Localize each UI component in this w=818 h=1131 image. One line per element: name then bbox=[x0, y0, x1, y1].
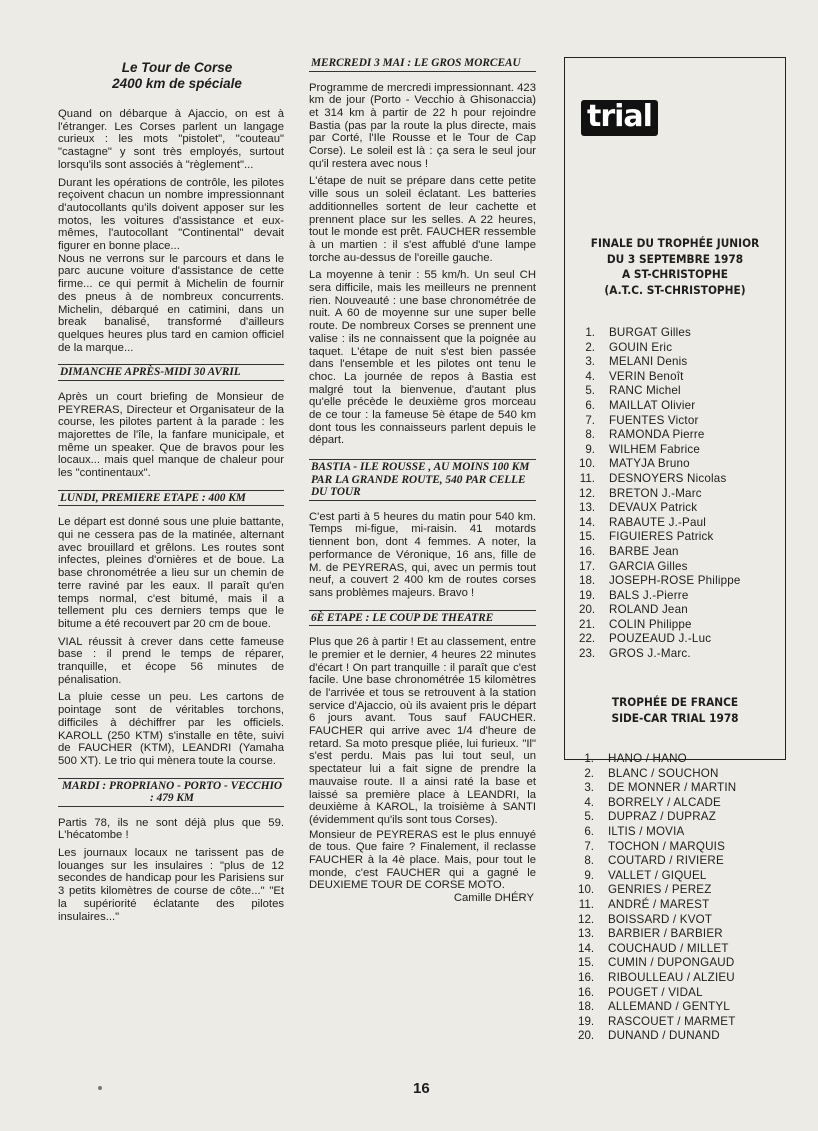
result-rank: 4. bbox=[584, 795, 594, 809]
result-row bbox=[578, 781, 736, 796]
result-rank: 14. bbox=[578, 941, 595, 955]
result-name: BURGAT Gilles bbox=[609, 326, 692, 339]
result-rank: 16. bbox=[578, 985, 595, 999]
junior-heading-line-2: DU 3 SEPTEMBRE 1978 bbox=[606, 251, 744, 266]
result-row bbox=[578, 854, 736, 869]
article-title-line-1: Le Tour de Corse bbox=[121, 60, 233, 75]
result-rank: 16. bbox=[578, 970, 595, 984]
sidecar-results-list bbox=[578, 752, 736, 1044]
result-name: FUENTES Victor bbox=[609, 413, 699, 427]
result-rank: 20. bbox=[578, 1029, 595, 1043]
paragraph: Monsieur de PEYRERAS est le plus ennuyé de tous. Que faire ? Finalement, il reclasse FAUCHER à la 4è place. Mais, pour tout le monde, c'est FAUCHER qui a gagné le DEUXIEME TOUR DE CORSE MOTO. bbox=[309, 828, 536, 892]
result-name: COLIN Philippe bbox=[609, 617, 692, 631]
result-name: GOUIN Eric bbox=[609, 340, 673, 354]
result-name: FIGUIERES Patrick bbox=[609, 530, 714, 544]
result-name: CUMIN / DUPONGAUD bbox=[608, 956, 735, 970]
result-rank: 17. bbox=[579, 559, 596, 573]
result-rank: 9. bbox=[584, 868, 594, 882]
result-row bbox=[578, 1029, 736, 1044]
result-rank: 18. bbox=[578, 1000, 595, 1014]
result-row bbox=[578, 913, 736, 928]
result-name: BALS J.-Pierre bbox=[609, 588, 689, 602]
result-row bbox=[579, 545, 741, 560]
result-row bbox=[578, 840, 736, 855]
result-name: BORRELY / ALCADE bbox=[608, 795, 721, 809]
result-row bbox=[578, 942, 736, 957]
result-rank: 9. bbox=[585, 442, 595, 456]
paragraph: La pluie cesse un peu. Les cartons de pointage sont de véritables torchons, difficiles à déchiffrer par les officiels. KAROLL (250 KTM) s'installe en tête, suivi de FAUCHER (KTM), LEANDRI (Yamaha 500 XT). Le trio qui mènera toute la course. bbox=[58, 691, 284, 767]
junior-heading-line-4: (A.T.C. ST-CHRISTOPHE) bbox=[604, 282, 746, 297]
result-row bbox=[579, 384, 741, 399]
paragraph: Plus que 26 à partir ! Et au classement, entre le premier et le dernier, 4 heures 22 minutes d'écart ! On part tranquille : il paraît que c'est facile. Une base chronométrée 15 kilomètres de l'arrivée et tous se retrouvent à la station service d'Ajaccio, où ils avaient pris le départ 6 jours avant. Tous sauf FAUCHER. FAUCHER qui arrive avec 1/4 d'heure de retard. Sa moto presque pliée, lui furieux. "Il" s'est perdu. Mais pas lui tout seul, un spectateur lui a fait signe de prendre la mauvaise route. Il a ainsi raté la base et laissé sa première place à LEANDRI, la deuxième à KAROL, la troisième à SANTI (évidemment qu'ils sont tous Corses). bbox=[309, 636, 536, 826]
result-row bbox=[579, 326, 741, 341]
result-row bbox=[578, 1000, 736, 1015]
result-row bbox=[578, 752, 736, 767]
result-row bbox=[578, 986, 736, 1001]
result-row bbox=[579, 341, 741, 356]
paragraph: Après un court briefing de Monsieur de PEYRERAS, Directeur et Organisateur de la course, les pilotes partent à la parade : les majorettes de l'île, la fanfare municipale, et même un speaker. Que de bravos pour les locaux... mais quel manque de chaleur pour les "continentaux". bbox=[58, 390, 284, 480]
result-name: ALLEMAND / GENTYL bbox=[608, 1000, 730, 1014]
result-row bbox=[579, 647, 741, 662]
result-name: JOSEPH-ROSE Philippe bbox=[609, 574, 741, 588]
result-name: VALLET / GIQUEL bbox=[608, 868, 707, 882]
paragraph: Programme de mercredi impressionnant. 423 km de jour (Porto - Vecchio à Ghisonaccia) et 314 km à partir de 22 h pour rejoindre Bastia (pas par la route la plus directe, mais par Corté, l'Ile Rousse et le Tour de Cap Corse). Le soleil est là : ça sera le seul jour qu'il restera avec nous ! bbox=[309, 81, 536, 170]
result-name: ANDRÉ / MAREST bbox=[608, 897, 710, 911]
result-name: BARBIER / BARBIER bbox=[608, 927, 723, 941]
result-rank: 7. bbox=[584, 839, 594, 853]
result-row bbox=[579, 501, 741, 516]
result-rank: 1. bbox=[585, 326, 595, 339]
article-title-line-2: 2400 km de spéciale bbox=[112, 76, 242, 91]
result-rank: 19. bbox=[579, 588, 596, 602]
result-rank: 10. bbox=[578, 883, 595, 897]
section-heading-lundi: LUNDI, PREMIERE ETAPE : 400 KM bbox=[58, 490, 284, 507]
result-row bbox=[579, 603, 741, 618]
section-heading-bastia: BASTIA - ILE ROUSSE , AU MOINS 100 KM PAR LA GRANDE ROUTE, 540 PAR CELLE DU TOUR bbox=[309, 459, 536, 501]
result-row bbox=[579, 443, 741, 458]
result-row bbox=[579, 487, 741, 502]
paragraph: VIAL réussit à crever dans cette fameuse base : il prend le temps de réparer, tranquille, et écope 56 minutes de pénalisation. bbox=[58, 635, 284, 686]
paragraph: Quand on débarque à Ajaccio, on est à l'étranger. Les Corses parlent un langage curieux : les mots "pistolet", "couteau" "castagne" y sont très employés, surtout lorsqu'ils sont associés à "règlement"... bbox=[58, 108, 284, 171]
result-name: VERIN Benoît bbox=[609, 369, 684, 383]
result-name: GROS J.-Marc. bbox=[609, 647, 691, 661]
result-name: RIBOULLEAU / ALZIEU bbox=[608, 970, 735, 984]
result-name: DUNAND / DUNAND bbox=[608, 1029, 720, 1043]
result-name: DEVAUX Patrick bbox=[609, 501, 698, 515]
result-name: MAILLAT Olivier bbox=[609, 398, 696, 412]
result-row bbox=[579, 632, 741, 647]
column-1 bbox=[58, 58, 284, 928]
result-name: GENRIES / PEREZ bbox=[608, 883, 712, 897]
result-row bbox=[578, 898, 736, 913]
result-name: TOCHON / MARQUIS bbox=[608, 839, 725, 853]
result-name: HANO / HANO bbox=[608, 752, 687, 765]
result-name: BRETON J.-Marc bbox=[609, 486, 702, 500]
section-heading-mercredi: MERCREDI 3 MAI : LE GROS MORCEAU bbox=[309, 56, 536, 72]
section-heading-etape-6: 6È ETAPE : LE COUP DE THEATRE bbox=[309, 610, 536, 627]
result-name: GARCIA Gilles bbox=[609, 559, 688, 573]
result-rank: 13. bbox=[578, 927, 595, 941]
result-name: RANC Michel bbox=[609, 384, 681, 398]
sidecar-heading-line-2: SIDE-CAR TRIAL 1978 bbox=[611, 710, 739, 725]
sidecar-heading-line-1: TROPHÉE DE FRANCE bbox=[611, 695, 739, 709]
result-row bbox=[579, 530, 741, 545]
print-speck bbox=[98, 1086, 102, 1090]
paragraph: Les journaux locaux ne tarissent pas de louanges sur les insulaires : "plus de 12 secondes de handicap pour les Parisiens sur 3 petits kilomètres de course de côte..." "Et la supériorité éclatante des pilotes insulaires..." bbox=[58, 847, 284, 923]
result-name: DESNOYERS Nicolas bbox=[609, 471, 727, 485]
result-name: POUGET / VIDAL bbox=[608, 985, 703, 999]
result-row bbox=[578, 796, 736, 811]
result-rank: 5. bbox=[585, 384, 595, 398]
result-name: DE MONNER / MARTIN bbox=[608, 781, 737, 795]
trial-results-box bbox=[564, 57, 786, 760]
result-row bbox=[578, 971, 736, 986]
result-name: ILTIS / MOVIA bbox=[608, 824, 685, 838]
result-row bbox=[578, 810, 736, 825]
result-row bbox=[579, 399, 741, 414]
junior-heading bbox=[574, 236, 776, 298]
result-row bbox=[579, 472, 741, 487]
result-name: DUPRAZ / DUPRAZ bbox=[608, 810, 716, 824]
result-name: BARBE Jean bbox=[609, 544, 679, 558]
result-name: BOISSARD / KVOT bbox=[608, 912, 713, 926]
paragraph: Partis 78, ils ne sont déjà plus que 59. L'hécatombe ! bbox=[58, 816, 284, 842]
paragraph: Durant les opérations de contrôle, les pilotes reçoivent chacun un nombre impressionnant d'autocollants qu'ils doivent apposer sur les motos, les voitures d'assistance et eux-mêmes, l'autocollant "Continental" devait figurer en bonne place... bbox=[58, 176, 284, 253]
section-heading-mardi: MARDI : PROPRIANO - PORTO - VECCHIO : 479 KM bbox=[58, 778, 284, 807]
result-rank: 5. bbox=[584, 810, 594, 824]
trial-logo: trial bbox=[581, 100, 658, 136]
result-name: BLANC / SOUCHON bbox=[608, 766, 719, 780]
result-rank: 2. bbox=[584, 766, 594, 780]
result-rank: 1. bbox=[584, 752, 594, 765]
result-name: RAMONDA Pierre bbox=[609, 428, 705, 442]
result-row bbox=[578, 883, 736, 898]
result-rank: 12. bbox=[578, 912, 595, 926]
paragraph: Nous ne verrons sur le parcours et dans le parc aucune voiture d'assistance de cette firme... ce qui permit à Michelin de fournir des pneus à de nombreux concurrents. Michelin, débarqué en catimini, dans un break banalisé, transformé d'ailleurs quelques heures plus tard en camion officiel de la marque... bbox=[58, 252, 284, 354]
result-rank: 6. bbox=[585, 398, 595, 412]
junior-heading-line-1: FINALE DU TROPHÉE JUNIOR bbox=[590, 236, 760, 250]
result-row bbox=[578, 1015, 736, 1030]
result-row bbox=[579, 428, 741, 443]
result-rank: 2. bbox=[585, 340, 595, 354]
paragraph: C'est parti à 5 heures du matin pour 540 km. Temps mi-figue, mi-raisin. 41 motards tiennent bon, dont 4 femmes. A noter, la performance de Véronique, 16 ans, fille de M. de PEYRERAS, qui, avec un permis tout neuf, a couvert 2 400 km de routes corses sans problèmes majeurs. Bravo ! bbox=[309, 510, 536, 599]
result-rank: 15. bbox=[579, 530, 596, 544]
result-name: ROLAND Jean bbox=[609, 603, 688, 617]
result-name: POUZEAUD J.-Luc bbox=[609, 632, 712, 646]
result-name: WILHEM Fabrice bbox=[609, 442, 701, 456]
result-rank: 8. bbox=[584, 854, 594, 868]
result-name: MATYJA Bruno bbox=[609, 457, 690, 471]
result-rank: 13. bbox=[579, 501, 596, 515]
result-row bbox=[579, 618, 741, 633]
result-row bbox=[578, 956, 736, 971]
result-rank: 14. bbox=[579, 515, 596, 529]
result-row bbox=[579, 457, 741, 472]
result-name: COUCHAUD / MILLET bbox=[608, 941, 729, 955]
result-rank: 22. bbox=[579, 632, 596, 646]
result-row bbox=[579, 560, 741, 575]
paragraph: La moyenne à tenir : 55 km/h. Un seul CH sera difficile, mais les meilleurs ne prennent rien. Nouveauté : une base chronométrée de nuit. A 60 de moyenne sur une super belle route. De nombreux Corses se prennent une valise : ils ne connaissent que la poignée au taquet. L'étape de nuit s'est bien passée dans l'ensemble et les pilotes ont tenu le choc. La journée de repos à Bastia est malgré tout la bienvenue, d'autant plus qu'elle précède le deuxième gros morceau de ce tour : la fameuse 5è étape de 540 km dont tous les connaisseurs parlent depuis le départ. bbox=[309, 269, 536, 447]
result-rank: 16. bbox=[579, 544, 596, 558]
result-row bbox=[579, 589, 741, 604]
paragraph: L'étape de nuit se prépare dans cette petite ville sous un soleil éclatant. Les batteries additionnelles sortent de leur cachette et prennent place sur les selles. A 22 heures, tout le monde est prêt. FAUCHER ressemble à un martien : il s'est affublé d'une lampe torche au-dessus de l'oreille gauche. bbox=[309, 175, 536, 264]
result-row bbox=[579, 414, 741, 429]
result-row bbox=[578, 927, 736, 942]
result-rank: 12. bbox=[579, 486, 596, 500]
result-name: MELANI Denis bbox=[609, 355, 688, 369]
result-rank: 11. bbox=[578, 897, 594, 911]
sidecar-heading bbox=[574, 695, 776, 726]
result-rank: 21. bbox=[579, 617, 596, 631]
result-rank: 7. bbox=[585, 413, 595, 427]
result-rank: 18. bbox=[579, 574, 596, 588]
result-row bbox=[578, 825, 736, 840]
section-heading-dimanche: DIMANCHE APRÈS-MIDI 30 AVRIL bbox=[58, 364, 284, 381]
result-name: COUTARD / RIVIERE bbox=[608, 854, 724, 868]
author-signature: Camille DHÉRY bbox=[453, 892, 534, 905]
result-row bbox=[579, 516, 741, 531]
result-rank: 20. bbox=[579, 603, 596, 617]
result-row bbox=[579, 355, 741, 370]
result-rank: 6. bbox=[584, 824, 594, 838]
result-row bbox=[578, 869, 736, 884]
result-rank: 19. bbox=[578, 1014, 595, 1028]
result-rank: 8. bbox=[585, 428, 595, 442]
column-2 bbox=[309, 56, 536, 904]
result-row bbox=[578, 767, 736, 782]
paragraph: Le départ est donné sous une pluie battante, qui ne cessera pas de la matinée, alternant avec brouillard et grêlons. Les routes sont infectes, pleines d'ornières et de boue. La base chronométrée a lieu sur un chemin de terre raviné par les eaux. Il paraît qu'en temps normal, c'est bitumé, mais il a tellement plu ces derniers temps que le bitume a été recouvert par 20 cm de boue. bbox=[58, 516, 284, 630]
result-rank: 15. bbox=[578, 956, 595, 970]
result-rank: 23. bbox=[579, 647, 596, 661]
result-rank: 3. bbox=[585, 355, 595, 369]
result-name: RABAUTE J.-Paul bbox=[609, 515, 707, 529]
result-rank: 3. bbox=[584, 781, 594, 795]
result-row bbox=[579, 574, 741, 589]
article-title bbox=[58, 60, 284, 92]
result-row bbox=[579, 370, 741, 385]
result-rank: 11. bbox=[579, 471, 595, 485]
result-name: RASCOUET / MARMET bbox=[608, 1014, 736, 1028]
result-rank: 10. bbox=[579, 457, 596, 471]
junior-results-list bbox=[579, 326, 741, 662]
result-rank: 4. bbox=[585, 369, 595, 383]
page-number: 16 bbox=[413, 1080, 430, 1097]
junior-heading-line-3: A ST-CHRISTOPHE bbox=[622, 267, 728, 281]
